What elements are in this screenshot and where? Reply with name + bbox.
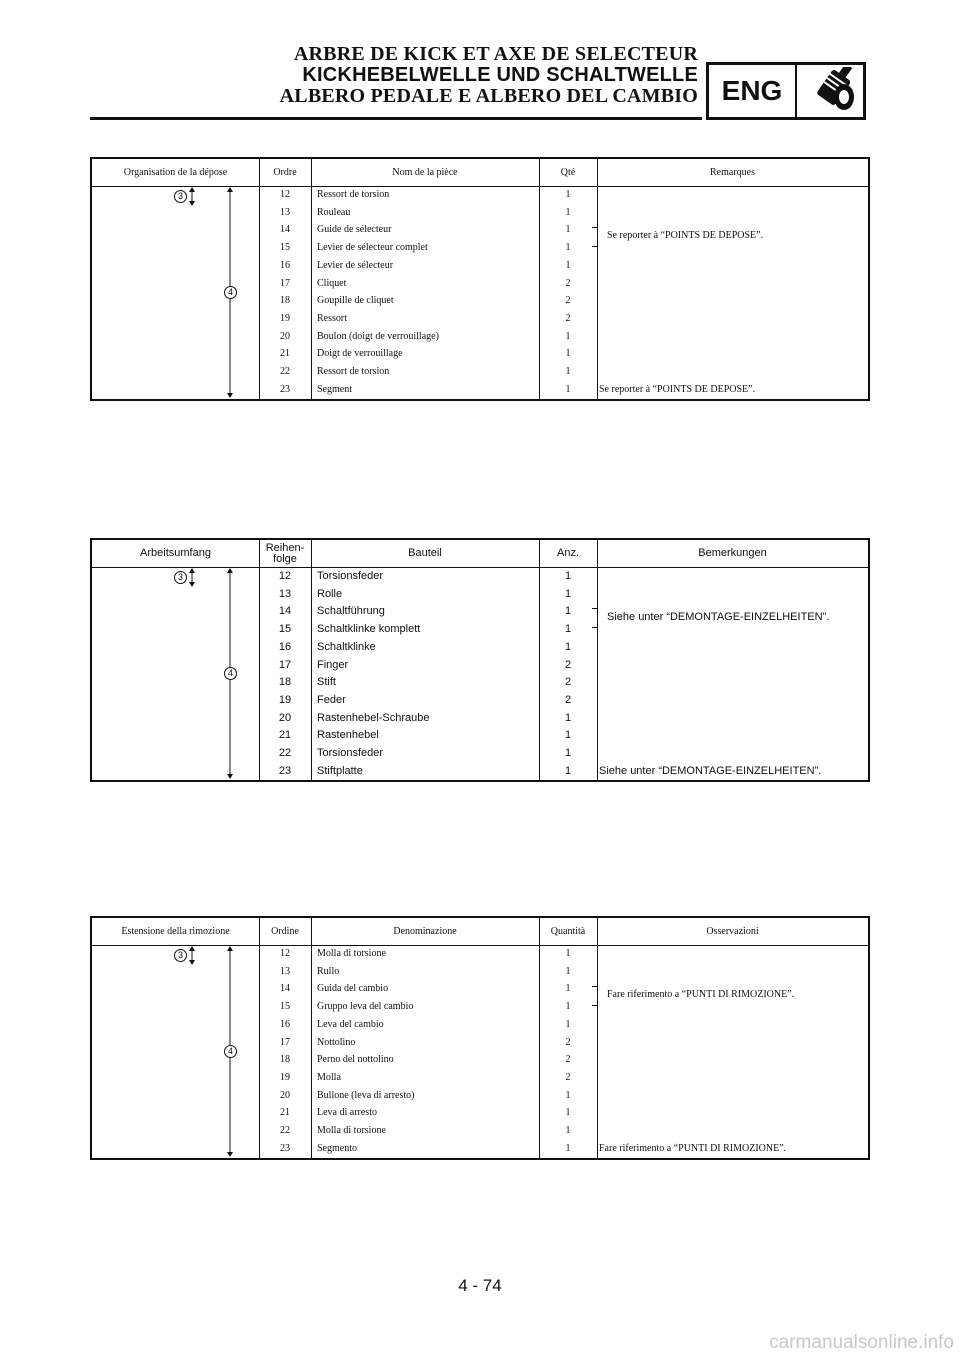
title-french: ARBRE DE KICK ET AXE DE SELECTEUR xyxy=(293,43,698,65)
group-marker-4: 4 xyxy=(224,667,237,680)
part-name-cell: Ressort de torsion xyxy=(317,189,390,200)
part-name-cell: Boulon (doigt de verrouillage) xyxy=(317,330,439,342)
table-row xyxy=(92,278,868,296)
column-header: Ordine xyxy=(271,926,299,937)
remark-bracket xyxy=(592,227,598,247)
group-marker-3: 3 xyxy=(174,949,187,962)
part-name-cell: Schaltklinke komplett xyxy=(317,623,421,636)
table-row xyxy=(92,1125,868,1143)
column-divider xyxy=(539,540,540,567)
order-cell: 23 xyxy=(280,1142,290,1154)
column-header: Estensione della rimozione xyxy=(121,926,230,937)
table-row xyxy=(92,712,868,730)
column-header: Anz. xyxy=(556,547,579,559)
table-row xyxy=(92,1001,868,1019)
order-cell: 15 xyxy=(278,623,292,636)
order-cell: 19 xyxy=(280,1071,290,1083)
column-header: Bauteil xyxy=(408,547,442,559)
part-name-cell: Leva del cambio xyxy=(317,1018,384,1030)
part-name-cell: Cliquet xyxy=(317,277,347,289)
part-name-cell: Bullone (leva di arresto) xyxy=(317,1089,415,1101)
group-marker-3: 3 xyxy=(174,571,187,584)
part-name-cell: Rastenhebel-Schraube xyxy=(317,711,430,724)
section-tab xyxy=(706,62,866,120)
column-header: Qté xyxy=(560,167,576,178)
remark-bracket xyxy=(592,986,598,1006)
order-cell: 18 xyxy=(278,676,292,689)
table-row xyxy=(92,641,868,659)
table-body xyxy=(92,946,868,1158)
quantity-cell: 2 xyxy=(565,1054,571,1066)
table-row xyxy=(92,260,868,278)
remark-bracket xyxy=(592,608,598,628)
order-cell: 23 xyxy=(278,764,292,777)
part-name-cell: Rullo xyxy=(317,965,340,977)
remark-text-last: Fare riferimento a “PUNTI DI RIMOZIONE”. xyxy=(599,1142,787,1154)
column-header: Nom de la pièce xyxy=(392,167,458,178)
order-cell: 12 xyxy=(280,189,290,200)
removal-table-french xyxy=(90,157,870,401)
order-cell: 16 xyxy=(278,640,292,653)
part-name-cell: Guida del cambio xyxy=(317,983,389,995)
order-cell: 22 xyxy=(280,1125,290,1136)
quantity-cell: 2 xyxy=(565,312,571,324)
table-row xyxy=(92,348,868,366)
section-label: ENG xyxy=(709,65,797,117)
column-divider xyxy=(539,159,540,186)
quantity-cell: 1 xyxy=(565,189,571,200)
order-cell: 12 xyxy=(280,948,290,959)
quantity-cell: 1 xyxy=(564,570,572,582)
quantity-cell: 1 xyxy=(565,383,571,395)
part-name-cell: Ressort de torsion xyxy=(317,366,390,377)
part-name-cell: Schaltführung xyxy=(317,605,385,618)
part-name-cell: Finger xyxy=(317,658,349,671)
title-italian: ALBERO PEDALE E ALBERO DEL CAMBIO xyxy=(279,85,698,107)
title-german: KICKHEBELWELLE UND SCHALTWELLE xyxy=(302,64,698,86)
table-row xyxy=(92,313,868,331)
table-row xyxy=(92,1054,868,1072)
column-header: Organisation de la dépose xyxy=(123,167,228,178)
quantity-cell: 1 xyxy=(565,348,571,360)
table-header xyxy=(92,918,868,946)
group-marker-4: 4 xyxy=(224,1045,237,1058)
quantity-cell: 1 xyxy=(564,764,572,777)
page-header xyxy=(280,44,698,107)
column-divider xyxy=(597,159,598,186)
column-divider xyxy=(311,540,312,567)
column-divider xyxy=(539,918,540,945)
table-row xyxy=(92,1019,868,1037)
group-marker-3: 3 xyxy=(174,190,187,203)
header-rule xyxy=(90,117,702,120)
remark-text: Se reporter à “POINTS DE DEPOSE”. xyxy=(607,230,764,241)
table-row xyxy=(92,1090,868,1108)
part-name-cell: Molla di torsione xyxy=(317,1125,386,1136)
order-cell: 14 xyxy=(280,983,290,995)
column-divider xyxy=(259,540,260,567)
table-row xyxy=(92,588,868,606)
part-name-cell: Schaltklinke xyxy=(317,640,376,653)
group-marker-4: 4 xyxy=(224,286,237,299)
order-cell: 13 xyxy=(280,965,290,977)
part-name-cell: Leva di arresto xyxy=(317,1107,377,1119)
quantity-cell: 1 xyxy=(565,1018,571,1030)
order-cell: 13 xyxy=(280,206,290,218)
order-cell: 14 xyxy=(280,224,290,236)
order-cell: 21 xyxy=(280,1107,290,1119)
quantity-cell: 1 xyxy=(565,948,571,959)
quantity-cell: 1 xyxy=(565,1125,571,1136)
part-name-cell: Molla di torsione xyxy=(317,948,386,959)
quantity-cell: 1 xyxy=(565,242,571,254)
column-divider xyxy=(259,918,260,945)
part-name-cell: Segmento xyxy=(317,1142,357,1154)
part-name-cell: Molla xyxy=(317,1071,341,1083)
table-header xyxy=(92,540,868,568)
quantity-cell: 1 xyxy=(564,640,572,653)
table-row xyxy=(92,948,868,966)
quantity-cell: 1 xyxy=(565,1142,571,1154)
order-cell: 22 xyxy=(280,366,290,377)
order-cell: 13 xyxy=(278,587,292,600)
quantity-cell: 2 xyxy=(565,277,571,289)
column-header: Bemerkungen xyxy=(698,547,767,559)
table-row xyxy=(92,623,868,641)
quantity-cell: 1 xyxy=(565,965,571,977)
order-cell: 23 xyxy=(280,383,290,395)
part-name-cell: Guide de sélecteur xyxy=(317,224,392,236)
table-row xyxy=(92,331,868,349)
order-cell: 15 xyxy=(280,1001,290,1013)
column-header: Denominazione xyxy=(393,926,457,937)
table-row xyxy=(92,207,868,225)
part-name-cell: Goupille de cliquet xyxy=(317,295,394,307)
order-cell: 12 xyxy=(278,570,292,582)
table-row xyxy=(92,189,868,207)
remark-text: Siehe unter “DEMONTAGE-EINZELHEITEN”. xyxy=(607,611,830,623)
column-divider xyxy=(597,540,598,567)
table-body xyxy=(92,187,868,399)
order-cell: 17 xyxy=(278,658,292,671)
order-cell: 18 xyxy=(280,295,290,307)
table-row xyxy=(92,570,868,588)
quantity-cell: 1 xyxy=(565,259,571,271)
remark-text-last: Siehe unter “DEMONTAGE-EINZELHEITEN”. xyxy=(599,764,822,777)
order-cell: 16 xyxy=(280,1018,290,1030)
order-cell: 17 xyxy=(280,1036,290,1048)
table-row xyxy=(92,747,868,765)
table-row xyxy=(92,366,868,384)
table-row xyxy=(92,295,868,313)
column-divider xyxy=(311,918,312,945)
table-row xyxy=(92,659,868,677)
order-cell: 22 xyxy=(278,747,292,759)
part-name-cell: Ressort xyxy=(317,312,347,324)
column-header: Remarques xyxy=(710,167,755,178)
table-header xyxy=(92,159,868,187)
quantity-cell: 2 xyxy=(564,676,572,689)
quantity-cell: 1 xyxy=(565,1107,571,1119)
quantity-cell: 2 xyxy=(565,1071,571,1083)
quantity-cell: 1 xyxy=(565,1089,571,1101)
table-row xyxy=(92,242,868,260)
part-name-cell: Levier de sélecteur complet xyxy=(317,242,428,254)
quantity-cell: 1 xyxy=(565,206,571,218)
quantity-cell: 2 xyxy=(565,1036,571,1048)
column-header: Reihen- folge xyxy=(265,541,305,565)
engine-piston-icon xyxy=(797,65,863,117)
quantity-cell: 1 xyxy=(565,224,571,236)
column-divider xyxy=(597,918,598,945)
quantity-cell: 1 xyxy=(564,729,572,742)
part-name-cell: Segment xyxy=(317,383,352,395)
part-name-cell: Torsionsfeder xyxy=(317,747,384,759)
part-name-cell: Feder xyxy=(317,693,346,706)
table-row xyxy=(92,1107,868,1125)
page-number: 4 - 74 xyxy=(458,1276,502,1295)
column-header: Ordre xyxy=(273,167,297,178)
order-cell: 19 xyxy=(280,312,290,324)
quantity-cell: 1 xyxy=(564,623,572,636)
part-name-cell: Doigt de verrouillage xyxy=(317,348,403,360)
quantity-cell: 1 xyxy=(565,330,571,342)
quantity-cell: 2 xyxy=(564,658,572,671)
column-header: Arbeitsumfang xyxy=(140,547,211,559)
table-row xyxy=(92,1037,868,1055)
table-row xyxy=(92,1072,868,1090)
removal-table-german xyxy=(90,538,870,782)
order-cell: 14 xyxy=(278,605,292,618)
removal-table-italian xyxy=(90,916,870,1160)
table-row xyxy=(92,694,868,712)
part-name-cell: Stift xyxy=(317,676,336,689)
order-cell: 18 xyxy=(280,1054,290,1066)
quantity-cell: 1 xyxy=(565,1001,571,1013)
part-name-cell: Torsionsfeder xyxy=(317,570,384,582)
watermark: carmanualsonline.info xyxy=(769,1332,954,1353)
part-name-cell: Gruppo leva del cambio xyxy=(317,1001,414,1013)
table-row xyxy=(92,676,868,694)
part-name-cell: Levier de sélecteur xyxy=(317,259,394,271)
column-header: Osservazioni xyxy=(706,926,759,937)
order-cell: 21 xyxy=(280,348,290,360)
order-cell: 20 xyxy=(280,330,290,342)
part-name-cell: Stiftplatte xyxy=(317,764,363,777)
quantity-cell: 1 xyxy=(565,983,571,995)
table-body xyxy=(92,568,868,780)
quantity-cell: 2 xyxy=(565,295,571,307)
table-row xyxy=(92,966,868,984)
table-row xyxy=(92,729,868,747)
quantity-cell: 2 xyxy=(564,693,572,706)
order-cell: 16 xyxy=(280,259,290,271)
order-cell: 19 xyxy=(278,693,292,706)
order-cell: 17 xyxy=(280,277,290,289)
column-divider xyxy=(311,159,312,186)
quantity-cell: 1 xyxy=(564,747,572,759)
column-divider xyxy=(259,159,260,186)
column-header: Quantità xyxy=(550,926,586,937)
part-name-cell: Perno del nottolino xyxy=(317,1054,394,1066)
order-cell: 20 xyxy=(280,1089,290,1101)
order-cell: 15 xyxy=(280,242,290,254)
order-cell: 21 xyxy=(278,729,292,742)
order-cell: 20 xyxy=(278,711,292,724)
part-name-cell: Rouleau xyxy=(317,206,351,218)
quantity-cell: 1 xyxy=(565,366,571,377)
part-name-cell: Rolle xyxy=(317,587,343,600)
quantity-cell: 1 xyxy=(564,711,572,724)
remark-text-last: Se reporter à “POINTS DE DEPOSE”. xyxy=(599,383,756,395)
quantity-cell: 1 xyxy=(564,605,572,618)
remark-text: Fare riferimento a “PUNTI DI RIMOZIONE”. xyxy=(607,989,795,1000)
part-name-cell: Rastenhebel xyxy=(317,729,379,742)
part-name-cell: Nottolino xyxy=(317,1036,356,1048)
quantity-cell: 1 xyxy=(564,587,572,600)
